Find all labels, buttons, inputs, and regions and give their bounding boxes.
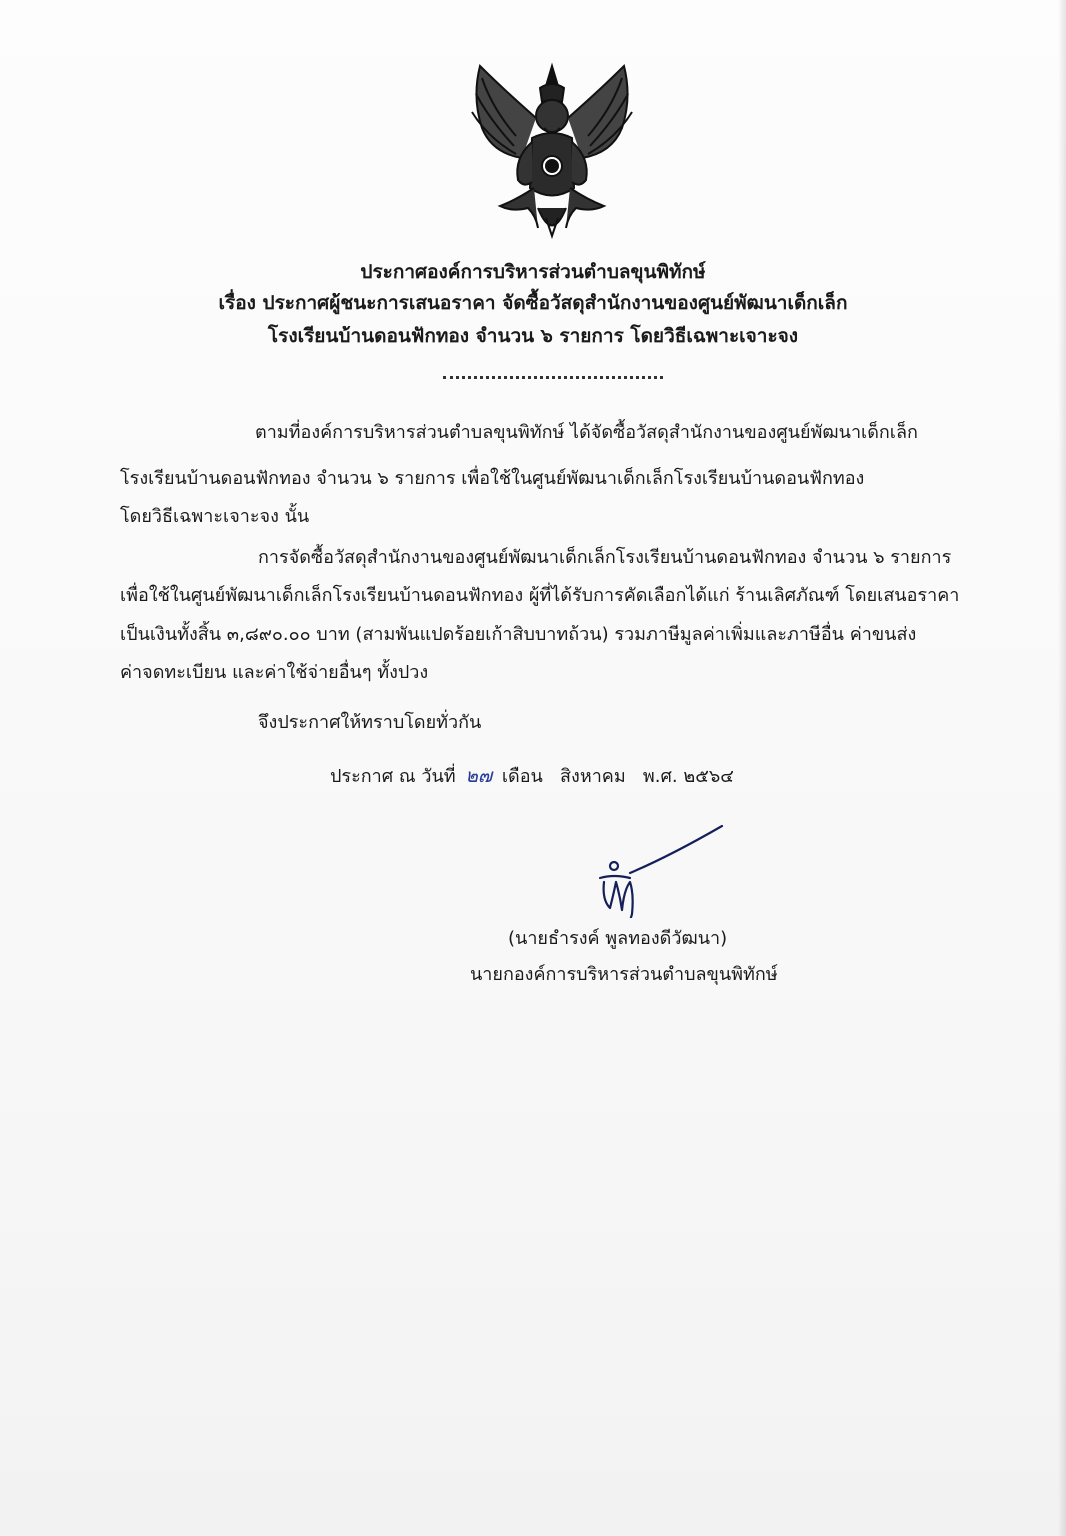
date-month-label: เดือน (501, 766, 543, 787)
signatory-name: (นายธำรงค์ พูลทองดีวัฒนา) (508, 928, 728, 949)
announcement-title: ประกาศองค์การบริหารส่วนตำบลขุนพิทักษ์ (360, 261, 706, 283)
paragraph2-line2: เพื่อใช้ในศูนย์พัฒนาเด็กเล็กโรงเรียนบ้านดอนฟักทอง ผู้ที่ได้รับการคัดเลือกได้แก่ ร้านเลิศภัณฑ์ โดยเสนอราคา (120, 585, 960, 606)
dotted-divider (443, 376, 663, 379)
date-month: สิงหาคม (560, 766, 626, 787)
signatory-position: นายกองค์การบริหารส่วนตำบลขุนพิทักษ์ (470, 964, 778, 985)
closing-statement: จึงประกาศให้ทราบโดยทั่วกัน (258, 712, 482, 733)
date-day-handwritten: ๒๗ (465, 765, 493, 787)
date-year: พ.ศ. ๒๕๖๔ (642, 766, 734, 787)
paragraph2-line3: เป็นเงินทั้งสิ้น ๓,๘๙๐.๐๐ บาท (สามพันแปดร้อยเก้าสิบบาทถ้วน) รวมภาษีมูลค่าเพิ่มและภาษีอื่น ค่าขนส่ง (120, 624, 917, 645)
garuda-emblem-icon (462, 58, 642, 243)
paragraph1-line1: ตามที่องค์การบริหารส่วนตำบลขุนพิทักษ์ ได้จัดซื้อวัสดุสำนักงานของศูนย์พัฒนาเด็กเล็ก (255, 422, 918, 443)
paragraph2-line4: ค่าจดทะเบียน และค่าใช้จ่ายอื่นๆ ทั้งปวง (120, 662, 429, 683)
announcement-date (330, 763, 734, 790)
date-prefix: ประกาศ ณ วันที่ (330, 766, 456, 787)
signature-icon (590, 818, 735, 918)
paragraph1-line2: โรงเรียนบ้านดอนฟักทอง จำนวน ๖ รายการ เพื่อใช้ในศูนย์พัฒนาเด็กเล็กโรงเรียนบ้านดอนฟักทอง (120, 468, 865, 489)
paragraph1-line3: โดยวิธีเฉพาะเจาะจง นั้น (120, 506, 310, 527)
subject-line-continued: โรงเรียนบ้านดอนฟักทอง จำนวน ๖ รายการ โดยวิธีเฉพาะเจาะจง (267, 325, 799, 347)
paragraph2-line1: การจัดซื้อวัสดุสำนักงานของศูนย์พัฒนาเด็กเล็กโรงเรียนบ้านดอนฟักทอง จำนวน ๖ รายการ (258, 547, 952, 568)
subject-line: เรื่อง ประกาศผู้ชนะการเสนอราคา จัดซื้อวัสดุสำนักงานของศูนย์พัฒนาเด็กเล็ก (218, 292, 848, 314)
page-edge-shadow (1058, 0, 1066, 1536)
